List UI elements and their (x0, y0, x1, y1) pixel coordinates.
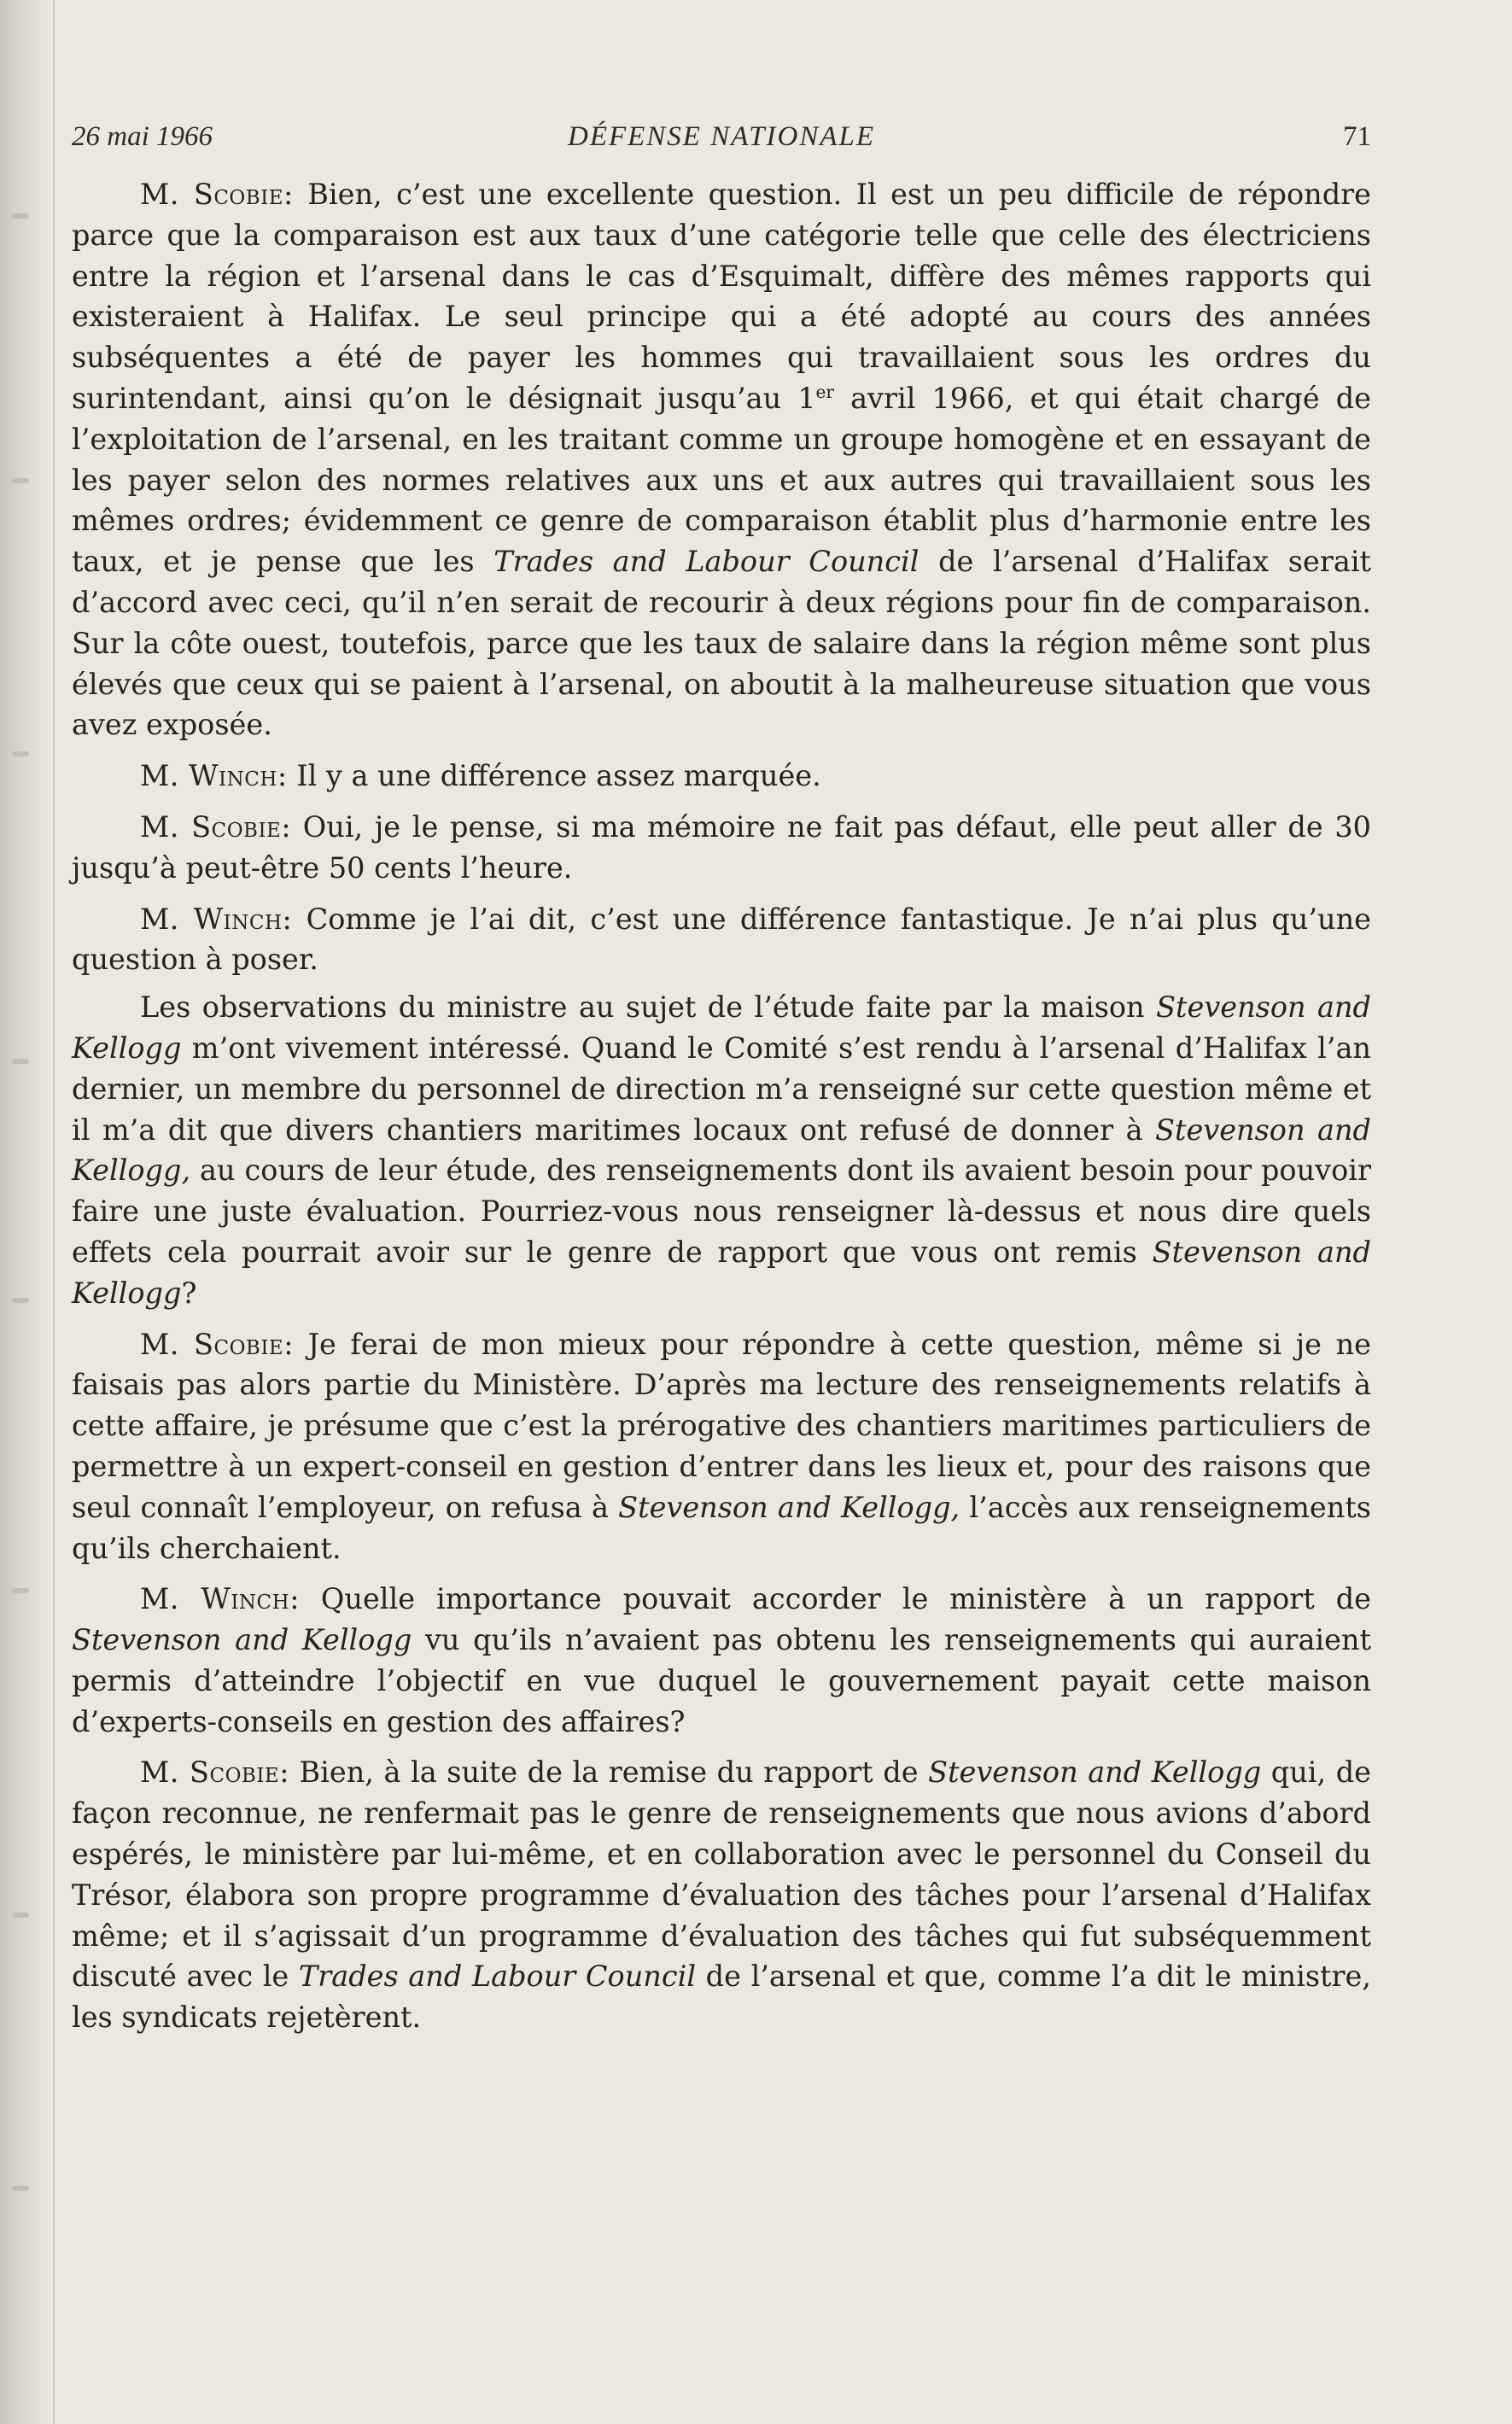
paragraph-text: Comme je l’ai dit, c’est une différence fantastique. Je n’ai plus qu’une question à poser. (72, 902, 1372, 977)
margin-mark (12, 2186, 29, 2191)
transcript-body (72, 174, 1371, 2038)
speaker-label: M. Winch: (140, 1582, 300, 1616)
margin-mark (12, 1059, 29, 1064)
italic-name: Trades and Labour Council (493, 545, 919, 579)
italic-name: Trades and Labour Council (298, 1960, 697, 1994)
paragraph-text: m’ont vivement intéressé. Quand le Comité s’est rendu à l’arsenal d’Halifax l’an dernier, un membre du personnel de direction m’a renseigné sur cette question même et il m’a dit que divers chantiers maritimes locaux ont refusé de donner à (72, 1031, 1371, 1147)
speaker-label: M. Scobie: (140, 809, 292, 844)
document-page (72, 109, 1371, 2048)
italic-name: Stevenson and Kellogg, (618, 1490, 960, 1524)
paragraph-winch-3 (72, 987, 1371, 1313)
paragraph-text: Bien, à la suite de la remise du rapport de (289, 1755, 929, 1790)
paragraph-text: Je ferai de mon mieux pour répondre à cette question, même si je ne faisais pas alors partie du Ministère. D’après ma lecture des renseignements relatifs à cette affaire, je présume que c’est la prérogative des chantiers maritimes particuliers de permettre à un expert-conseil en gestion d’entrer dans les lieux et, pour des raisons que seul connaît l’employeur, on refusa à (72, 1327, 1371, 1524)
paragraph-winch-2 (72, 899, 1371, 981)
margin-mark (12, 1298, 29, 1303)
italic-name: Stevenson and Kellogg, (72, 1113, 1371, 1188)
paragraph-text: l’accès aux renseignements qu’ils cherchaient. (72, 1490, 1371, 1565)
margin-mark (12, 751, 29, 756)
paragraph-scobie-2 (72, 807, 1371, 889)
binding-edge (53, 0, 55, 2424)
paragraph-text: Il y a une différence assez marquée. (287, 759, 821, 793)
speaker-label: M. Scobie: (140, 1327, 294, 1361)
margin-mark (12, 478, 29, 483)
paragraph-winch-1 (72, 756, 1371, 797)
paragraph-scobie-1 (72, 174, 1371, 745)
margin-mark (12, 213, 29, 219)
paragraph-text: Quelle importance pouvait accorder le ministère à un rapport de (299, 1582, 1372, 1616)
italic-name: Stevenson and Kellogg (72, 990, 1372, 1065)
paragraph-text: Les observations du ministre au sujet de l’étude faite par la maison (140, 990, 1157, 1025)
margin-mark (12, 1913, 29, 1918)
paragraph-text: vu qu’ils n’avaient pas obtenu les renseignements qui auraient permis d’atteindre l’objectif en vue duquel le gouvernement payait cette maison d’experts-conseils en gestion des affaires? (72, 1623, 1371, 1738)
speaker-label: M. Winch: (140, 902, 293, 936)
margin-mark (12, 1588, 29, 1593)
paragraph-text: ? (181, 1276, 197, 1310)
italic-name: Stevenson and Kellogg (72, 1235, 1371, 1310)
page-number: 71 (1343, 121, 1371, 152)
paragraph-winch-4 (72, 1579, 1371, 1742)
paragraph-scobie-4 (72, 1752, 1371, 2038)
speaker-label: M. Winch: (140, 759, 288, 793)
speaker-label: M. Scobie: (140, 1755, 289, 1790)
speaker-label: M. Scobie: (140, 178, 294, 211)
paragraph-text: qui, de façon reconnue, ne renfermait pas le genre de renseignements que nous avions d’abord espérés, le ministère par lui-même, et en collaboration avec le personnel du Conseil du Trésor, élabora son propre programme d’évaluation des tâches pour l’arsenal d’Halifax même; et il s’agissait d’un programme d’évaluation des tâches qui fut subséquemment discuté avec le (72, 1755, 1372, 1994)
paragraph-text: Oui, je le pense, si ma mémoire ne fait pas défaut, elle peut aller de 30 jusqu’à peut-être 50 cents l’heure. (72, 809, 1371, 885)
header-title: DÉFENSE NATIONALE (567, 121, 876, 152)
binding-shadow (0, 0, 60, 2424)
paragraph-scobie-3 (72, 1324, 1371, 1569)
running-header (72, 109, 1371, 161)
paragraph-text: avril 1966, et qui était chargé de l’exploitation de l’arsenal, en les traitant comme un groupe homogène et en essayant de les payer selon des normes relatives aux uns et aux autres qui travaillaient sous les mêmes ordres; évidemment ce genre de comparaison établit plus d’harmonie entre les taux, et je pense que les (72, 381, 1371, 579)
paragraph-text: Bien, c’est une excellente question. Il est un peu difficile de répondre parce que la comparaison est aux taux d’une catégorie telle que celle des électriciens entre la région et l’arsenal dans le cas d’Esquimalt, diffère des mêmes rapports qui existeraient à Halifax. Le seul principe qui a été adopté au cours des années subséquentes a été de payer les hommes qui travaillaient sous les ordres du surintendant, ainsi qu’on le désignait jusqu’au 1 (72, 178, 1371, 415)
superscript: er (815, 381, 835, 402)
paragraph-text: de l’arsenal d’Halifax serait d’accord avec ceci, qu’il n’en serait de recourir à deux régions pour fin de comparaison. Sur la côte ouest, toutefois, parce que les taux de salaire dans la région même sont plus élevés que ceux qui se paient à l’arsenal, on aboutit à la malheureuse situation que vous avez exposée. (72, 545, 1371, 742)
header-date: 26 mai 1966 (72, 121, 213, 152)
italic-name: Stevenson and Kellogg (928, 1755, 1262, 1790)
paragraph-text: de l’arsenal et que, comme l’a dit le ministre, les syndicats rejetèrent. (72, 1960, 1371, 2035)
italic-name: Stevenson and Kellogg (72, 1623, 412, 1657)
paragraph-text: au cours de leur étude, des renseignements dont ils avaient besoin pour pouvoir faire une juste évaluation. Pourriez-vous nous renseigner là-dessus et nous dire quels effets cela pourrait avoir sur le genre de rapport que vous ont remis (72, 1154, 1371, 1269)
